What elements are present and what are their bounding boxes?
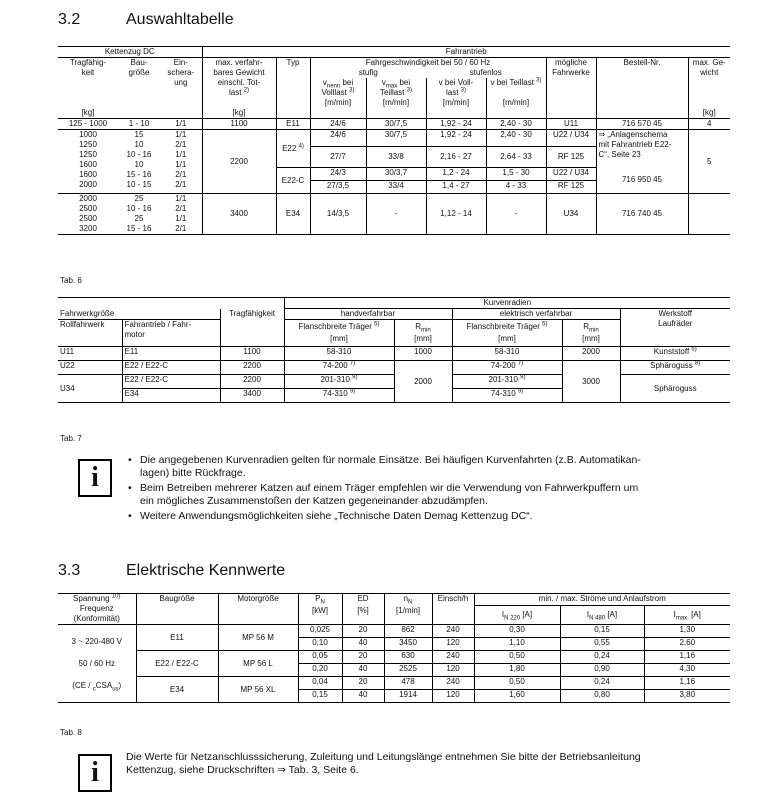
col-header-trolley: Rollfahrwerk [60, 320, 105, 329]
unit: [mm] [452, 334, 562, 347]
col-header-drives: mögliche Fahrwerke [546, 58, 596, 109]
cell-switchings: 240 [432, 677, 474, 690]
unit: [A] [520, 610, 533, 619]
cell-v: 1,4 - 27 [426, 181, 486, 194]
cell-v: 33/8 [366, 147, 426, 168]
cell-v: 1,2 - 24 [426, 168, 486, 181]
cell-nn: 1914 [384, 690, 432, 703]
cell-trolley: U11 [60, 347, 75, 356]
col-header-rmin-manual [394, 320, 452, 335]
v-partial-label: v bei Teillast [490, 78, 534, 87]
cell-flange [284, 389, 394, 403]
cell-type: E22-C [276, 168, 310, 194]
info-icon: i [78, 754, 112, 792]
cell-flange [284, 361, 394, 375]
cell-v: 14/3,5 [310, 194, 366, 235]
cell-order-no: 716 740 45 [596, 194, 688, 235]
current-subscript: max. [675, 615, 689, 622]
cell-load: 2000 2500 2500 3200 [79, 194, 97, 233]
cell-v: 1,92 - 24 [426, 130, 486, 147]
cell-v: 24/3 [310, 168, 366, 181]
group-header-travel-drive: Fahrantrieb [202, 47, 730, 58]
cell-current: 1,10 [474, 638, 560, 651]
col-header-v-partial [486, 78, 546, 98]
cell-load: 125 - 1000 [68, 119, 108, 128]
cell-nn: 478 [384, 677, 432, 690]
cell-weight: 3400 [202, 194, 276, 235]
frequency-value: 50 / 60 Hz [78, 658, 115, 668]
cell-material [620, 347, 730, 361]
unit: [kg] [202, 108, 276, 119]
table-caption: Tab. 8 [60, 728, 82, 737]
col-header-material: Werkstoff Laufräder [620, 309, 730, 347]
flange-value: 74-310 [490, 389, 516, 398]
col-header-flange-electric [452, 320, 562, 335]
unit: [m/min] [426, 98, 486, 108]
col-header-stepless: stufenlos [469, 68, 502, 77]
flange-label: Flanschbreite Träger [298, 322, 372, 331]
nn-subscript: N [408, 599, 413, 606]
unit: [kg] [688, 108, 730, 119]
cell-pn: 0,15 [298, 690, 342, 703]
col-header-manual: handverfahrbar [284, 309, 452, 320]
cell-size: E34 [136, 677, 218, 703]
cell-drive: E11 [122, 347, 220, 361]
unit: [A] [605, 610, 618, 619]
col-header-max-weight: max. Ge- wicht [688, 58, 730, 109]
col-header-vmax [366, 78, 426, 98]
voltage-label: Spannung [73, 594, 110, 603]
current-symbol: I [673, 610, 676, 619]
footnote-ref: 3) [460, 87, 467, 94]
cell-current: 0,24 [560, 677, 644, 690]
cell-drive: E34 [122, 389, 220, 403]
col-header-voltage [58, 594, 136, 625]
cell-current: 0,80 [560, 690, 644, 703]
cell-v: 30/7,5 [366, 130, 426, 147]
footnote-ref: 9) [520, 374, 526, 381]
footnote-ref: 5) [542, 321, 548, 328]
cell-drive: RF 125 [546, 181, 596, 194]
conformity-value [60, 675, 134, 697]
col-header-travel-size: Fahrwerkgröße [58, 309, 220, 320]
cell-order-no: 716 950 45 [596, 168, 688, 194]
cell-switchings: 240 [432, 651, 474, 664]
col-header-ed: ED [342, 594, 384, 606]
cell-load: 1100 [220, 347, 284, 361]
cell-current: 0,50 [474, 651, 560, 664]
note-item: • Beim Betreiben mehrerer Katzen auf einem Träger empfehlen wir die Verwendung von Fahrwerkpuffern um ein mögliches Zusammenstoßen der Katzen gegeneinander abzudämpfen. [128, 482, 728, 507]
unit: [m/min] [486, 98, 546, 108]
cell-v: - [366, 194, 426, 235]
cell-current: 0,30 [474, 625, 560, 638]
col-header-motor: Motorgröße [218, 594, 298, 606]
col-header-v-full [426, 78, 486, 98]
vmax-symbol: v [381, 78, 386, 87]
cell-trolley: U22 [60, 361, 75, 370]
cell-size: 25 10 - 16 25 15 - 16 [126, 194, 152, 233]
cell-type [276, 130, 310, 168]
note-item: • Die angegebenen Kurvenradien gelten für normale Einsätze. Bei häufigen Kurvenfahrten (z.B. Automatikan- lagen) bitte Rückfrage. [128, 454, 728, 479]
cell-pn: 0,04 [298, 677, 342, 690]
type-label: E22 [282, 143, 297, 153]
cell-current: 0,24 [560, 651, 644, 664]
col-header-in220 [474, 606, 560, 625]
col-header-imax [644, 606, 730, 625]
cell-drive: E22 / E22-C [122, 361, 220, 375]
cell-ed: 40 [342, 664, 384, 677]
cell-rmin: 2000 [562, 347, 620, 361]
cell-type: E34 [276, 194, 310, 235]
cell-size: E22 / E22-C [136, 651, 218, 677]
unit: [A] [688, 610, 701, 619]
footnote-ref: 3) [536, 77, 542, 84]
col-header-in480 [560, 606, 644, 625]
cell-type: E11 [276, 119, 310, 130]
cell-load: 2200 [220, 361, 284, 375]
cell-drive: E22 / E22-C [122, 375, 220, 389]
cell-current: 1,80 [474, 664, 560, 677]
footnote-ref: 3) [349, 87, 355, 94]
cell-order-no: 716 570 45 [596, 119, 688, 130]
cell-motor: MP 56 M [218, 625, 298, 651]
rmin-subscript: min [421, 327, 431, 334]
table-row [58, 677, 730, 690]
flange-value: 74-200 [322, 361, 348, 370]
cell-motor: MP 56 L [218, 651, 298, 677]
section-number: 3.3 [58, 562, 81, 579]
rmin-symbol: R [583, 322, 590, 331]
vmax-subscript: max [385, 83, 398, 90]
flange-value: 201-310 [488, 375, 518, 384]
flange-value: 201-310 [320, 375, 350, 384]
cell-v: 1,12 - 14 [426, 194, 486, 235]
frequency-label: Frequenz (Konformität) [73, 604, 120, 623]
cell-ed: 20 [342, 677, 384, 690]
unit: [m/min] [366, 98, 426, 108]
footnote-ref: 7) [349, 360, 356, 367]
col-header-rmin-electric [562, 320, 620, 335]
cell-nn: 3450 [384, 638, 432, 651]
col-header-size: Bau- größe [128, 58, 150, 77]
cell-ed: 40 [342, 690, 384, 703]
cell-v: 1,92 - 24 [426, 119, 486, 130]
cell-drive: U22 / U34 [546, 130, 596, 147]
cell-material: Sphäroguss [620, 375, 730, 403]
footnote-ref: 2) [243, 87, 250, 94]
footnote-ref: 8) [695, 360, 701, 367]
conformity-suffix: ) [118, 680, 122, 690]
cell-size: 15 10 10 - 16 10 15 - 16 10 - 15 [118, 130, 160, 194]
cell-reeving: 1/1 [175, 119, 187, 128]
table-row [58, 347, 730, 361]
unit: [mm] [394, 334, 452, 347]
cell-v: 2,40 - 30 [486, 119, 546, 130]
section-heading-3-3 [58, 562, 285, 580]
cell-current: 1,16 [644, 651, 730, 664]
flange-value: 74-310 [322, 389, 348, 398]
cell-v: 24/6 [310, 119, 366, 130]
cell-motor: MP 56 XL [218, 677, 298, 703]
cell-switchings: 240 [432, 625, 474, 638]
footnote-ref: 3) [406, 87, 413, 94]
footnote-ref: 10) [111, 593, 121, 600]
cell-current: 4,30 [644, 664, 730, 677]
cell-max-weight: 4 [688, 119, 730, 130]
cell-current: 0,15 [560, 625, 644, 638]
flange-value: 74-200 [490, 361, 516, 370]
cell-ed: 40 [342, 638, 384, 651]
col-header-pn [298, 594, 342, 606]
cell-v: 33/4 [366, 181, 426, 194]
footnote-ref: 9) [352, 374, 358, 381]
vnenn-subscript: nenn [326, 83, 341, 90]
cell-current: 1,30 [644, 625, 730, 638]
col-header-vnenn [310, 78, 366, 98]
cell-rmin: 2000 [394, 361, 452, 403]
rmin-subscript: min [589, 327, 599, 334]
cell-drive: RF 125 [546, 147, 596, 168]
cell-max-weight: 5 [688, 130, 730, 194]
unit: [kg] [81, 108, 95, 117]
cell-current: 0,50 [474, 677, 560, 690]
current-subscript: N 220 [504, 615, 521, 622]
cell-trolley: U34 [60, 383, 75, 393]
cell-v: 27/7 [310, 147, 366, 168]
flange-label: Flanschbreite Träger [466, 322, 540, 331]
cell-current: 1,60 [474, 690, 560, 703]
vnenn-symbol: v [322, 78, 327, 87]
cell-v: 2,40 - 30 [486, 130, 546, 147]
cell-pn: 0,05 [298, 651, 342, 664]
cell-v: 27/3,5 [310, 181, 366, 194]
note-text[interactable]: Die Werte für Netzanschlusssicherung, Zuleitung und Leitungslänge entnehmen Sie bitte der Betriebsanleitung Kettenzug, siehe Druckschriften ⇒ Tab. 3, Seite 6. [126, 751, 641, 776]
section-title: Auswahltabelle [126, 11, 234, 28]
unit: [kW] [298, 606, 342, 625]
current-symbol: I [586, 610, 590, 619]
cell-current: 2,60 [644, 638, 730, 651]
table-row [58, 194, 730, 235]
col-header-order-no: Bestell-Nr. [596, 58, 688, 109]
cell-voltage [58, 625, 136, 703]
cell-reeving: 1/1 2/1 1/1 2/1 [175, 194, 187, 233]
material-label: Kunststoff [653, 347, 690, 356]
footnote-ref: 9) [517, 388, 524, 395]
footnote-ref: 4) [298, 142, 304, 149]
footnote-ref: 9) [349, 388, 356, 395]
csa-us-mark: us [112, 686, 119, 693]
section-number: 3.2 [58, 11, 81, 28]
group-header-chain-hoist: Kettenzug DC [58, 47, 202, 58]
cell-flange [284, 375, 394, 389]
table-row [58, 625, 730, 638]
note-item[interactable]: • Weitere Anwendungsmöglichkeiten siehe „Technische Daten Demag Kettenzug DC“. [128, 510, 728, 523]
cell-load: 1000 1250 1250 1600 1600 2000 [58, 130, 118, 194]
cell-v: 30/7,5 [366, 119, 426, 130]
cell-drive: U34 [546, 194, 596, 235]
cell-current: 1,16 [644, 677, 730, 690]
cell-v: 24/6 [310, 130, 366, 147]
col-header-type: Typ [276, 58, 310, 109]
col-header-weight [202, 58, 276, 109]
cell-ed: 20 [342, 651, 384, 664]
csa-mark: CSA [95, 680, 113, 690]
cell-switchings: 120 [432, 690, 474, 703]
section-title: Elektrische Kennwerte [126, 562, 286, 579]
table-6-selection [58, 46, 730, 235]
cell-load: 2200 [220, 375, 284, 389]
cell-size: 1 - 10 [128, 119, 150, 128]
notes-list [128, 454, 728, 526]
col-header-currents: min. / max. Ströme und Anlaufstrom [474, 594, 730, 606]
col-header-nn [384, 594, 432, 606]
unit: [%] [342, 606, 384, 625]
cell-nn: 630 [384, 651, 432, 664]
cell-rmin: 3000 [562, 361, 620, 403]
table-row [58, 651, 730, 664]
cell-current: 3,80 [644, 690, 730, 703]
cell-flange [452, 361, 562, 375]
current-subscript: N 480 [589, 615, 606, 622]
cell-flange [452, 375, 562, 389]
cell-pn: 0,20 [298, 664, 342, 677]
vnenn-label: bei Volllast [321, 78, 354, 97]
cell-current: 0,55 [560, 638, 644, 651]
table-caption: Tab. 7 [60, 434, 82, 443]
pn-symbol: P [315, 594, 321, 603]
col-header-switchings: Einsch/h [432, 594, 474, 606]
col-header-weight-text: max. verfahr- bares Gewicht einschl. Tot- last [213, 58, 265, 97]
table-8-electrical [58, 593, 730, 703]
footnote-ref: 5) [374, 321, 380, 328]
cell-rmin: 1000 [394, 347, 452, 361]
csa-c-mark: c [92, 686, 96, 693]
cell-drive: U11 [546, 119, 596, 130]
cell-v: 2,16 - 27 [426, 147, 486, 168]
col-header-size: Baugröße [136, 594, 218, 606]
conformity-prefix: (CE / [72, 680, 93, 690]
cell-material [620, 361, 730, 375]
cell-flange: 58-310 [284, 347, 394, 361]
footnote-ref: 7) [517, 360, 524, 367]
table-row [58, 119, 730, 130]
cell-flange [452, 389, 562, 403]
cell-load: 3400 [220, 389, 284, 403]
col-header-drive-motor: Fahrantrieb / Fahr- motor [122, 320, 220, 347]
cell-nn: 862 [384, 625, 432, 638]
cross-reference-link[interactable]: ⇒ „Anlagenschema mit Fahrantrieb E22- C“, Seite 23 [596, 130, 688, 168]
cell-current: 0,90 [560, 664, 644, 677]
cell-ed: 20 [342, 625, 384, 638]
cell-size: E11 [136, 625, 218, 651]
cell-v: - [486, 194, 546, 235]
col-header-stepped: stufig [310, 68, 426, 78]
nn-symbol: n [403, 594, 409, 603]
current-symbol: I [501, 610, 505, 619]
cell-switchings: 120 [432, 638, 474, 651]
pn-subscript: N [320, 599, 325, 606]
col-header-load: Tragfähigkeit [220, 309, 284, 347]
footnote-ref: 6) [691, 346, 697, 353]
cell-reeving: 1/1 2/1 1/1 1/1 2/1 2/1 [160, 130, 202, 194]
table-row [58, 361, 730, 375]
col-header-speed: Fahrgeschwindigkeit bei 50 / 60 Hz [310, 58, 546, 69]
table-caption: Tab. 6 [60, 276, 82, 285]
cell-nn: 2525 [384, 664, 432, 677]
group-header-curve-radii: Kurvenradien [284, 298, 730, 309]
v-full-label: v bei Voll- last [438, 78, 474, 97]
unit: [mm] [284, 334, 394, 347]
cell-v: 1,5 - 30 [486, 168, 546, 181]
col-header-reeving: Ein- schera- ung [167, 58, 195, 87]
unit: [m/min] [310, 98, 366, 108]
cell-switchings: 120 [432, 664, 474, 677]
vmax-label: bei Teillast [379, 78, 411, 97]
unit: [1/min] [384, 606, 432, 625]
rmin-symbol: R [415, 322, 422, 331]
cell-weight: 1100 [202, 119, 276, 130]
table-7-curve-radii [58, 297, 730, 403]
cell-flange: 58-310 [452, 347, 562, 361]
section-heading-3-2 [58, 11, 234, 29]
info-icon: i [78, 459, 112, 497]
col-header-load: Tragfähig- keit [69, 58, 107, 77]
table-row [58, 130, 730, 147]
voltage-value: 3 ~ 220-480 V [71, 636, 122, 646]
cell-pn: 0,10 [298, 638, 342, 651]
cell-pn: 0,025 [298, 625, 342, 638]
cell-drive: U22 / U34 [546, 168, 596, 181]
cell-v: 4 - 33 [486, 181, 546, 194]
material-label: Sphäroguss [650, 361, 693, 370]
unit: [mm] [562, 334, 620, 347]
cell-weight: 2200 [202, 130, 276, 194]
cell-v: 2,64 - 33 [486, 147, 546, 168]
cell-v: 30/3,7 [366, 168, 426, 181]
col-header-flange-manual [284, 320, 394, 335]
col-header-electric: elektrisch verfahrbar [452, 309, 620, 320]
